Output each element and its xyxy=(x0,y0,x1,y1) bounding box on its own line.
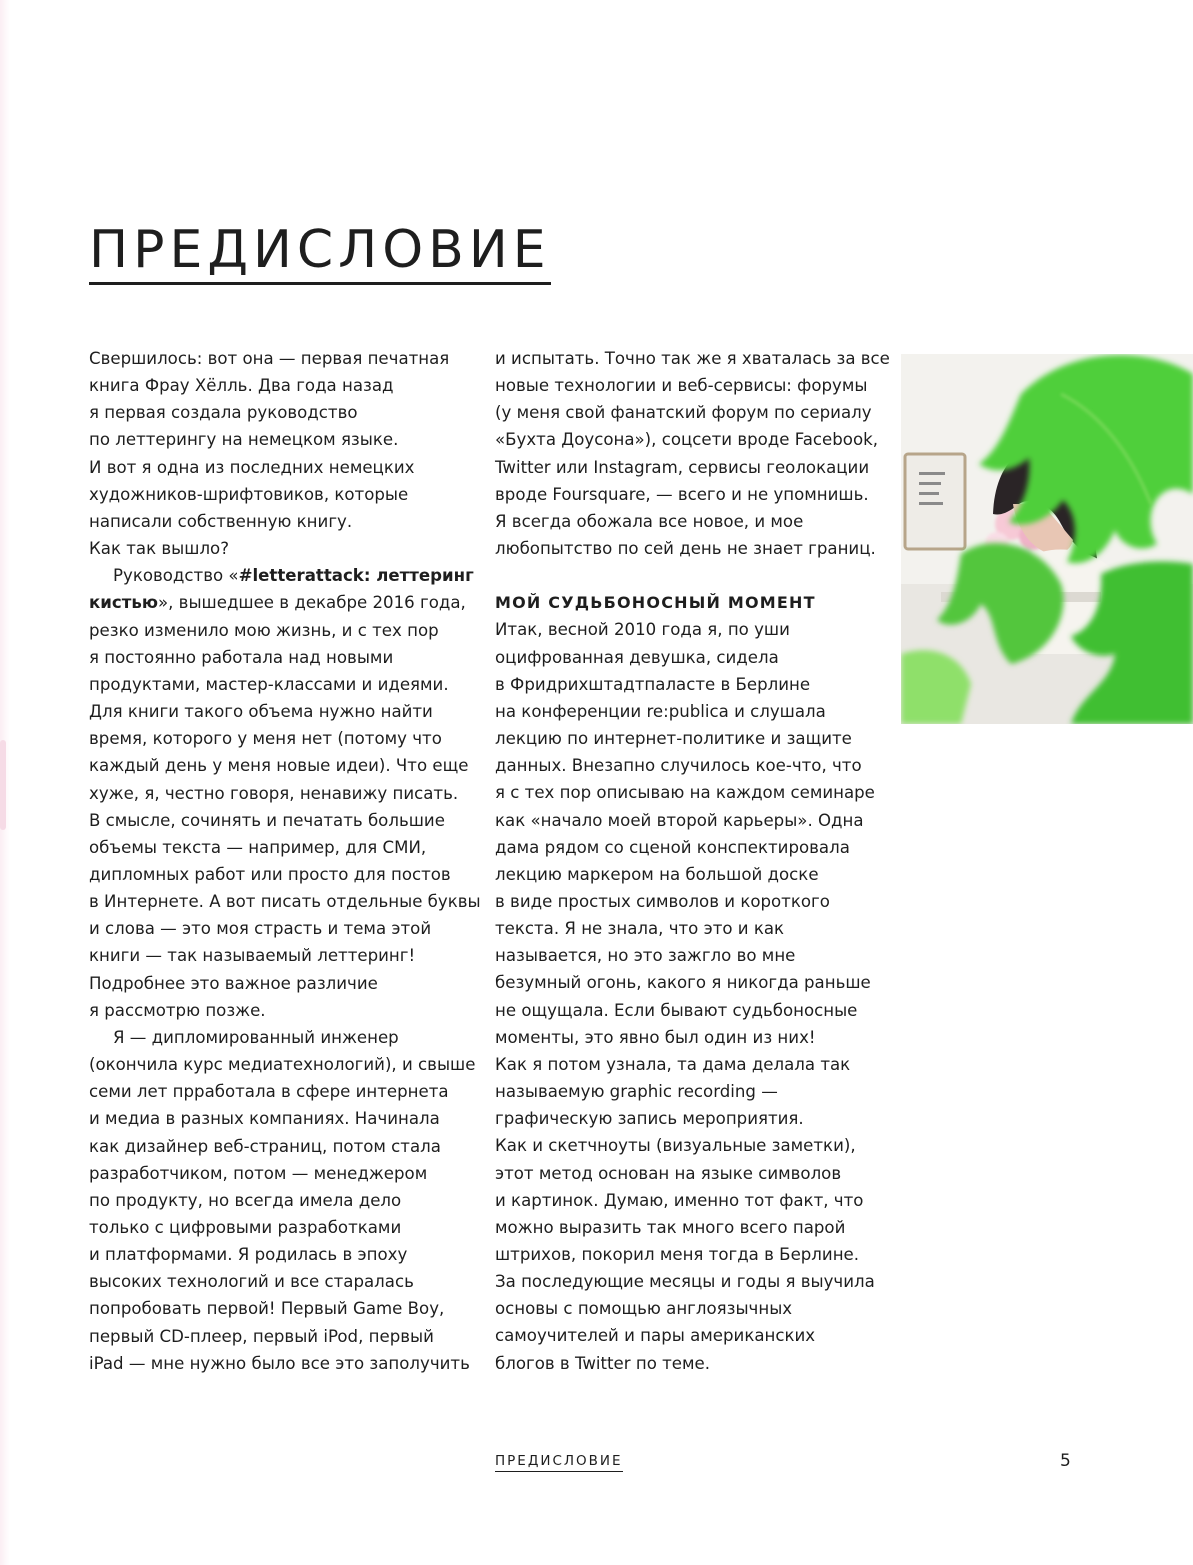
text-line: и картинок. Думаю, именно тот факт, что xyxy=(495,1190,864,1210)
text-line: попробовать первой! Первый Game Boy, xyxy=(89,1299,445,1319)
text-fragment: », вышедшее в декабре 2016 года, xyxy=(157,593,466,613)
text-line: моменты, это явно был один из них! xyxy=(495,1027,816,1047)
text-line: Итак, весной 2010 года я, по уши xyxy=(495,620,790,640)
text-line: можно выразить так много всего парой xyxy=(495,1217,846,1237)
text-line: дипломных работ или просто для постов xyxy=(89,864,451,884)
left-column xyxy=(89,345,481,1377)
text-line: и медиа в разных компаниях. Начинала xyxy=(89,1109,440,1129)
text-line: как дизайнер веб-страниц, потом стала xyxy=(89,1136,441,1156)
text-line: Как и скетчноуты (визуальные заметки), xyxy=(495,1136,856,1156)
section-heading: МОЙ СУДЬБОНОСНЫЙ МОМЕНТ xyxy=(495,593,816,613)
text-line: на конференции re:publica и слушала xyxy=(495,701,826,721)
text-line: Как так вышло? xyxy=(89,539,230,559)
text-line: я с тех пор описываю на каждом семинаре xyxy=(495,783,875,803)
text-line: Свершилось: вот она — первая печатная xyxy=(89,349,450,368)
text-line: написали собственную книгу. xyxy=(89,511,353,531)
page-number: 5 xyxy=(1060,1451,1071,1471)
text-line: только с цифровыми разработками xyxy=(89,1218,402,1237)
page-title: ПРЕДИСЛОВИЕ xyxy=(89,220,551,280)
text-line: основы с помощью англоязычных xyxy=(495,1299,793,1319)
text-line: текста. Я не знала, что это и как xyxy=(495,919,785,939)
text-line: Подробнее это важное различие xyxy=(89,973,378,993)
text-line: (у меня свой фанатский форум по сериалу xyxy=(495,403,872,423)
text-line: и платформами. Я родилась в эпоху xyxy=(89,1245,408,1265)
text-line: художников-шрифтовиков, которые xyxy=(89,484,409,504)
text-line: Как я потом узнала, та дама делала так xyxy=(495,1054,851,1074)
text-line: объемы текста — например, для СМИ, xyxy=(89,837,427,857)
text-line: блогов в Twitter по теме. xyxy=(495,1353,711,1373)
text-line: этот метод основан на языке символов xyxy=(495,1163,842,1183)
book-title-bold: #letterattack: леттеринг xyxy=(238,566,474,586)
author-photo xyxy=(901,354,1193,724)
text-line: резко изменило мою жизнь, и с тех пор xyxy=(89,620,439,640)
text-fragment: Руководство « xyxy=(113,566,239,586)
text-line: данных. Внезапно случилось кое-что, что xyxy=(495,756,862,776)
text-line: и испытать. Точно так же я хваталась за все xyxy=(495,349,890,368)
text-line: в Интернете. А вот писать отдельные буквы xyxy=(89,892,481,912)
text-line: безумный огонь, какого я никогда раньше xyxy=(495,973,871,993)
text-line: я рассмотрю позже. xyxy=(89,1000,266,1020)
text-line: лекцию по интернет-политике и защите xyxy=(495,729,852,749)
text-line: графическую запись мероприятия. xyxy=(495,1109,804,1129)
text-line: оцифрованная девушка, сидела xyxy=(495,647,779,667)
text-line: как «начало моей второй карьеры». Одна xyxy=(495,810,864,830)
text-line: книга Фрау Хёлль. Два года назад xyxy=(89,376,394,396)
running-footer-section: ПРЕДИСЛОВИЕ xyxy=(495,1453,623,1472)
text-line: время, которого у меня нет (потому что xyxy=(89,729,442,749)
text-line: Я — дипломированный инженер xyxy=(113,1027,399,1047)
text-line: первый CD-плеер, первый iPod, первый xyxy=(89,1326,434,1346)
text-line: в виде простых символов и короткого xyxy=(495,891,830,911)
text-line: по леттерингу на немецком языке. xyxy=(89,430,399,450)
text-line: называется, но это зажгло во мне xyxy=(495,946,796,966)
text-line: не ощущала. Если бывают судьбоносные xyxy=(495,1000,858,1020)
text-line: iPad — мне нужно было все это заполучить xyxy=(89,1353,470,1373)
text-line: Я всегда обожала все новое, и мое xyxy=(495,511,804,531)
text-line: самоучителей и пары американских xyxy=(495,1326,816,1346)
text-line xyxy=(89,562,474,589)
text-line: любопытство по сей день не знает границ. xyxy=(495,539,876,559)
text-line: семи лет прработала в сфере интернета xyxy=(89,1082,449,1102)
text-line: (окончила курс медиатехнологий), и свыше xyxy=(89,1055,476,1075)
text-line: книги — так называемый леттеринг! xyxy=(89,946,416,966)
text-line: продуктами, мастер-классами и идеями. xyxy=(89,674,449,694)
text-line: и слова — это моя страсть и тема этой xyxy=(89,919,432,939)
text-line: я постоянно работала над новыми xyxy=(89,647,394,667)
text-line: Для книги такого объема нужно найти xyxy=(89,702,433,722)
text-line: каждый день у меня новые идеи). Что еще xyxy=(89,756,469,776)
text-line: новые технологии и веб-сервисы: форумы xyxy=(495,376,868,396)
text-line: В смысле, сочинять и печатать большие xyxy=(89,810,445,830)
text-line: лекцию маркером на большой доске xyxy=(495,864,819,884)
text-line: называемую graphic recording — xyxy=(495,1082,778,1102)
text-line: я первая создала руководство xyxy=(89,403,358,423)
text-line: штрихов, покорил меня тогда в Берлине. xyxy=(495,1245,860,1264)
book-title-bold: кистью xyxy=(89,593,158,613)
page-edge-blot xyxy=(0,740,6,830)
text-line: высоких технологий и все старалась xyxy=(89,1272,414,1292)
text-line: И вот я одна из последних немецких xyxy=(89,457,415,477)
text-line: разработчиком, потом — менеджером xyxy=(89,1163,428,1183)
text-line: Twitter или Instagram, сервисы геолокации xyxy=(495,457,870,477)
text-line: За последующие месяцы и годы я выучила xyxy=(495,1272,875,1292)
text-line: дама рядом со сценой конспектировала xyxy=(495,837,850,857)
text-line: «Бухта Доусона»), соцсети вроде Facebook, xyxy=(495,430,878,450)
text-line: по продукту, но всегда имела дело xyxy=(89,1190,402,1210)
photo-woman-lettering-icon xyxy=(901,354,1193,724)
text-line xyxy=(89,589,469,616)
right-column xyxy=(495,345,890,1377)
text-line: в Фридрихштадтпаласте в Берлине xyxy=(495,674,811,694)
text-line: вроде Foursquare, — всего и не упомнишь. xyxy=(495,484,869,504)
text-line: хуже, я, честно говоря, ненавижу писать. xyxy=(89,783,459,803)
title-underline xyxy=(89,222,551,285)
letter-board xyxy=(905,454,965,549)
page-edge-tint xyxy=(0,0,10,1565)
